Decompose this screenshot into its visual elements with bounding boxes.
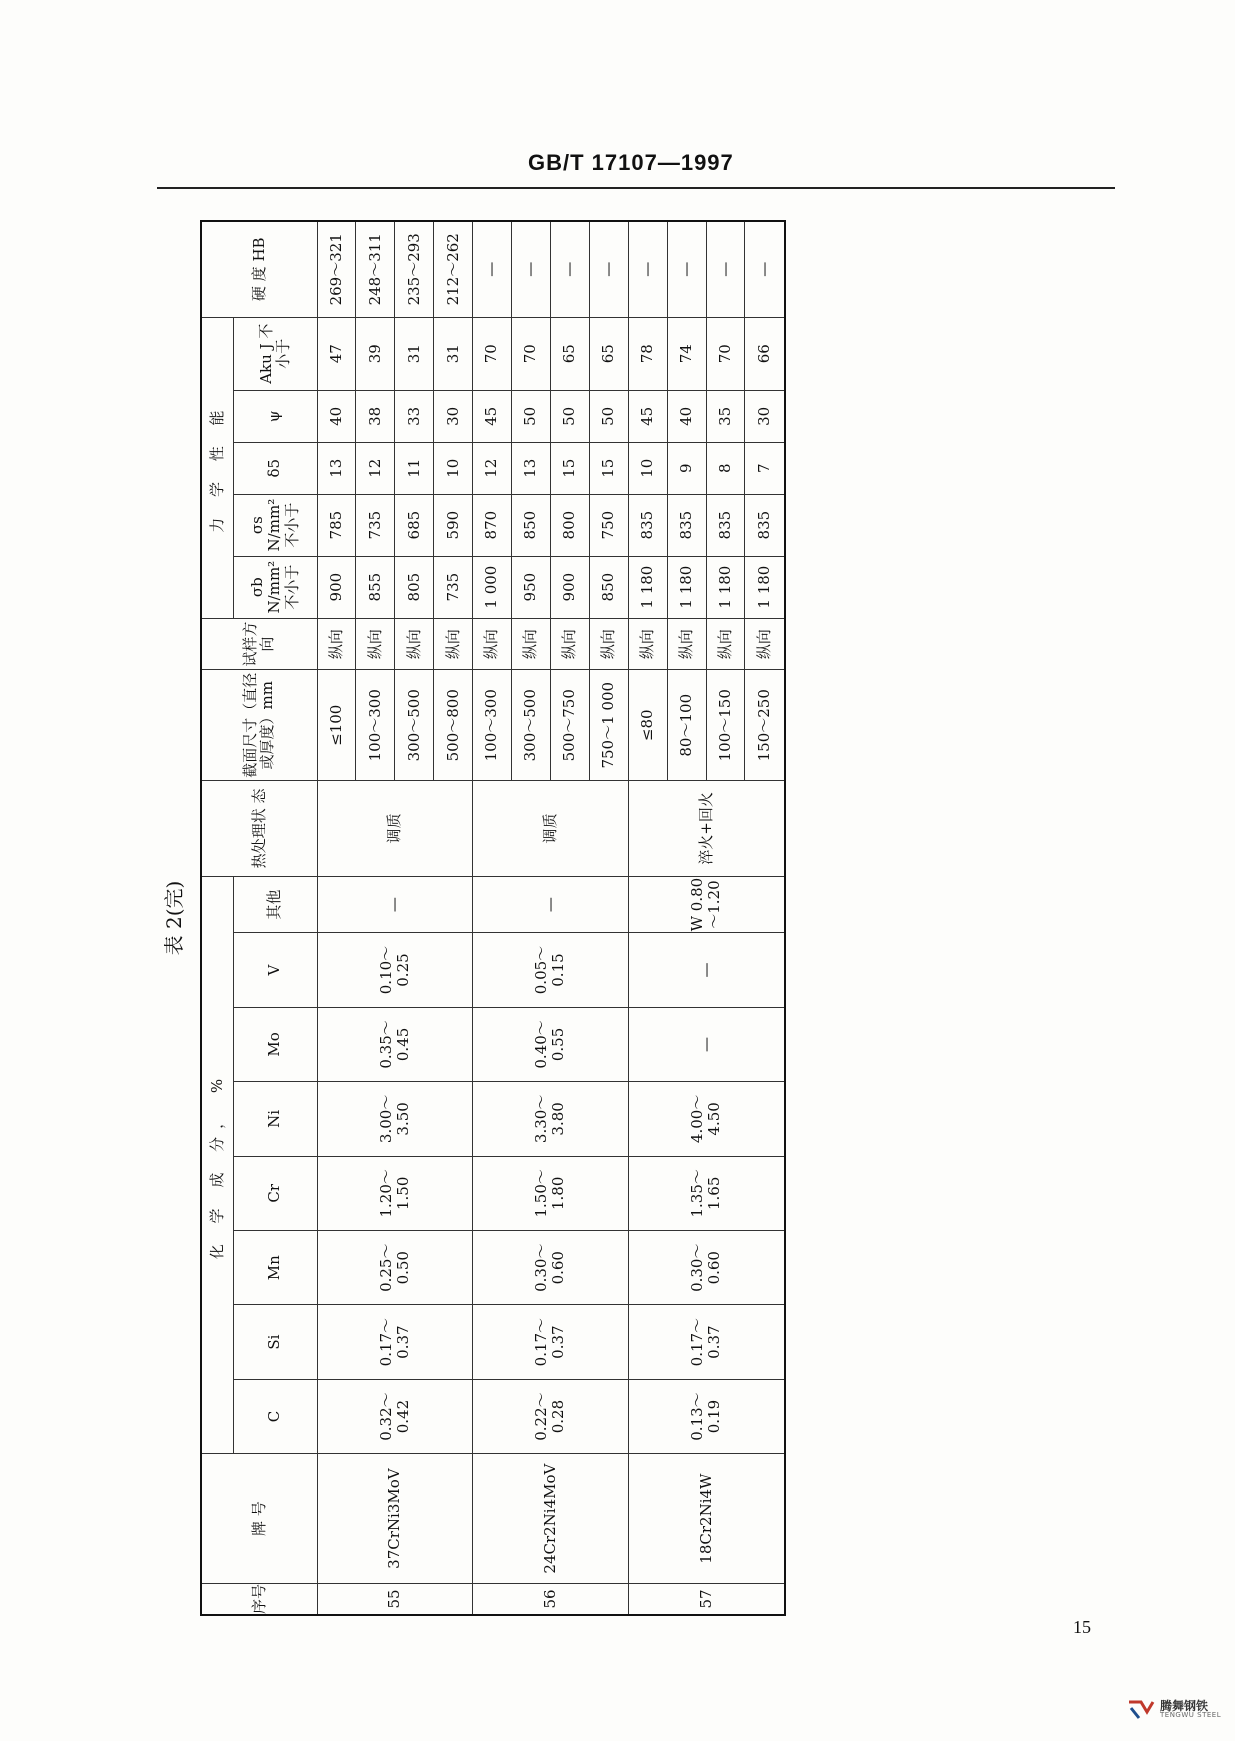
cell-ss: 835 [706,494,745,556]
cell-d5: 13 [317,442,356,494]
cell-ss: 785 [317,494,356,556]
cell-other: — [317,876,473,932]
cell-no: 57 [628,1583,785,1615]
logo-cn-text: 腾舞钢铁 [1160,1698,1209,1713]
cell-section: 500～800 [434,670,473,781]
chem-group-header: 化 学 成 分， % [201,876,233,1453]
cell-psi: 45 [473,390,512,442]
cell-aku: 70 [706,317,745,390]
cell-d5: 7 [745,442,785,494]
cell-aku: 65 [589,317,628,390]
cell-ni: 4.00～4.50 [628,1082,785,1156]
cell-sb: 855 [356,556,395,618]
cell-sb: 1 000 [473,556,512,618]
cell-d5: 12 [356,442,395,494]
cell-orient: 纵向 [356,618,395,670]
brand-logo [1127,1698,1221,1720]
cell-no: 55 [317,1583,473,1615]
cell-hb: 248～311 [356,221,395,317]
col-other-header: 其他 [233,876,317,932]
col-d5-header: δ5 [233,442,317,494]
cell-d5: 15 [589,442,628,494]
cell-no: 56 [473,1583,629,1615]
cell-v: 0.05～0.15 [473,933,629,1007]
cell-section: 500～750 [550,670,589,781]
cell-orient: 纵向 [473,618,512,670]
cell-d5: 9 [667,442,706,494]
cell-sb: 950 [512,556,551,618]
header-rule [157,187,1115,189]
cell-section: 750～1 000 [589,670,628,781]
cell-section: 100～300 [356,670,395,781]
cell-psi: 45 [628,390,667,442]
cell-mn: 0.30～0.60 [628,1231,785,1305]
cell-ss: 750 [589,494,628,556]
cell-heat: 调质 [317,781,473,877]
cell-orient: 纵向 [317,618,356,670]
cell-section: 100～150 [706,670,745,781]
cell-orient: 纵向 [550,618,589,670]
cell-grade: 18Cr2Ni4W [628,1454,785,1584]
cell-hb: 212～262 [434,221,473,317]
cell-si: 0.17～0.37 [628,1305,785,1379]
cell-section: 80～100 [667,670,706,781]
cell-psi: 30 [745,390,785,442]
properties-table [200,220,786,1616]
cell-c: 0.32～0.42 [317,1379,473,1453]
col-cr-header: Cr [233,1156,317,1230]
cell-v: 0.10～0.25 [317,933,473,1007]
cell-psi: 40 [317,390,356,442]
cell-hb: — [589,221,628,317]
cell-aku: 66 [745,317,785,390]
cell-hb: — [473,221,512,317]
col-aku-header: Aku J 不小于 [233,317,317,390]
cell-hb: — [745,221,785,317]
cell-hb: — [706,221,745,317]
cell-aku: 74 [667,317,706,390]
cell-hb: 235～293 [395,221,434,317]
cell-psi: 35 [706,390,745,442]
cell-ss: 800 [550,494,589,556]
cell-psi: 50 [512,390,551,442]
cell-sb: 1 180 [628,556,667,618]
cell-d5: 11 [395,442,434,494]
cell-aku: 65 [550,317,589,390]
cell-ss: 735 [356,494,395,556]
cell-v: — [628,933,785,1007]
col-v-header: V [233,933,317,1007]
cell-mo: 0.40～0.55 [473,1007,629,1081]
logo-en-text: TENGWU STEEL [1160,1710,1222,1719]
col-sb-header: σb N/mm² 不小于 [233,556,317,618]
cell-d5: 12 [473,442,512,494]
cell-aku: 70 [512,317,551,390]
col-mo-header: Mo [233,1007,317,1081]
col-section-header: 截面尺寸（直径或厚度）mm [201,670,317,781]
col-si-header: Si [233,1305,317,1379]
cell-section: ≤80 [628,670,667,781]
cell-ss: 870 [473,494,512,556]
cell-c: 0.13～0.19 [628,1379,785,1453]
table-caption: 表 2(完) [162,880,186,956]
cell-d5: 10 [628,442,667,494]
cell-orient: 纵向 [706,618,745,670]
col-c-header: C [233,1379,317,1453]
logo-mark-icon [1127,1698,1155,1720]
cell-aku: 39 [356,317,395,390]
cell-mn: 0.25～0.50 [317,1231,473,1305]
col-hb-header: 硬 度 HB [201,221,317,317]
cell-ss: 835 [745,494,785,556]
cell-d5: 13 [512,442,551,494]
cell-psi: 40 [667,390,706,442]
cell-si: 0.17～0.37 [317,1305,473,1379]
cell-mo: 0.35～0.45 [317,1007,473,1081]
table-body [317,221,785,1615]
cell-si: 0.17～0.37 [473,1305,629,1379]
cell-aku: 31 [395,317,434,390]
cell-c: 0.22～0.28 [473,1379,629,1453]
table-row [473,221,512,1615]
cell-sb: 735 [434,556,473,618]
cell-orient: 纵向 [628,618,667,670]
cell-orient: 纵向 [745,618,785,670]
standard-code: GB/T 17107—1997 [528,150,734,175]
cell-sb: 900 [550,556,589,618]
cell-section: 150～250 [745,670,785,781]
cell-aku: 70 [473,317,512,390]
cell-psi: 38 [356,390,395,442]
cell-heat: 淬火+回火 [628,781,785,877]
cell-section: 300～500 [512,670,551,781]
col-grade-header: 牌 号 [201,1454,317,1584]
cell-orient: 纵向 [434,618,473,670]
cell-hb: — [512,221,551,317]
cell-sb: 1 180 [667,556,706,618]
cell-ss: 835 [628,494,667,556]
cell-mo: — [628,1007,785,1081]
cell-psi: 50 [589,390,628,442]
cell-ss: 685 [395,494,434,556]
col-heat-header: 热处理状 态 [201,781,317,877]
cell-psi: 30 [434,390,473,442]
cell-cr: 1.35～1.65 [628,1156,785,1230]
cell-orient: 纵向 [395,618,434,670]
cell-aku: 47 [317,317,356,390]
mech-group-header: 力 学 性 能 [201,317,233,618]
cell-sb: 805 [395,556,434,618]
cell-cr: 1.50～1.80 [473,1156,629,1230]
cell-grade: 37CrNi3MoV [317,1454,473,1584]
cell-hb: — [628,221,667,317]
col-orient-header: 试样方向 [201,618,317,670]
cell-aku: 31 [434,317,473,390]
cell-hb: — [667,221,706,317]
cell-grade: 24Cr2Ni4MoV [473,1454,629,1584]
cell-section: 100～300 [473,670,512,781]
cell-hb: — [550,221,589,317]
cell-other: W 0.80～1.20 [628,876,785,932]
cell-d5: 15 [550,442,589,494]
col-psi-header: ψ [233,390,317,442]
col-ss-header: σs N/mm² 不小于 [233,494,317,556]
cell-orient: 纵向 [667,618,706,670]
rotated-table-block [162,220,786,1616]
cell-aku: 78 [628,317,667,390]
page-number: 15 [1073,1617,1091,1637]
cell-ss: 835 [667,494,706,556]
cell-ss: 590 [434,494,473,556]
cell-section: ≤100 [317,670,356,781]
cell-mn: 0.30～0.60 [473,1231,629,1305]
cell-d5: 8 [706,442,745,494]
cell-sb: 850 [589,556,628,618]
table-row [317,221,356,1615]
cell-heat: 调质 [473,781,629,877]
cell-ni: 3.00～3.50 [317,1082,473,1156]
col-seq-header: 序号 [201,1583,317,1615]
cell-sb: 1 180 [745,556,785,618]
cell-other: — [473,876,629,932]
col-ni-header: Ni [233,1082,317,1156]
col-mn-header: Mn [233,1231,317,1305]
cell-psi: 33 [395,390,434,442]
table-row [628,221,667,1615]
cell-d5: 10 [434,442,473,494]
cell-ss: 850 [512,494,551,556]
cell-hb: 269～321 [317,221,356,317]
cell-cr: 1.20～1.50 [317,1156,473,1230]
cell-sb: 1 180 [706,556,745,618]
cell-section: 300～500 [395,670,434,781]
cell-ni: 3.30～3.80 [473,1082,629,1156]
cell-orient: 纵向 [589,618,628,670]
cell-sb: 900 [317,556,356,618]
cell-orient: 纵向 [512,618,551,670]
cell-psi: 50 [550,390,589,442]
